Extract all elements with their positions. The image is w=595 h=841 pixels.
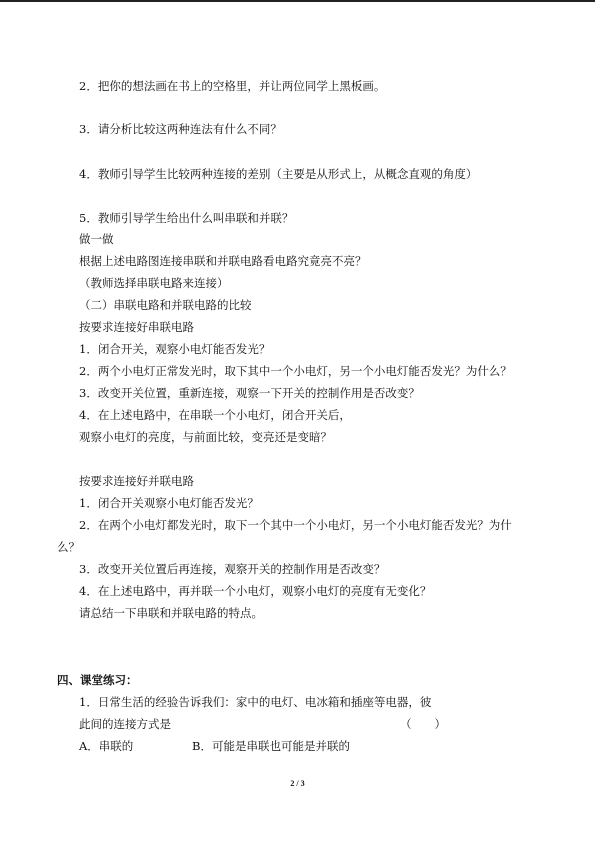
- series-q3: 3．改变开关位置，重新连接，观察一下开关的控制作用是否改变？: [79, 386, 420, 400]
- comparison-heading: （二）串联电路和并联电路的比较: [79, 298, 252, 312]
- parallel-summary: 请总结一下串联和并联电路的特点。: [79, 606, 263, 620]
- series-q2: 2．两个小电灯正常发光时，取下其中一个小电灯，另一个小电灯能否发光？为什么？: [79, 364, 512, 378]
- series-q4b: 观察小电灯的亮度，与前面比较，变亮还是变暗？: [79, 430, 332, 444]
- activity-note: （教师选择串联电路来连接）: [79, 276, 229, 290]
- page-number: 2 / 3: [290, 779, 305, 788]
- option-b: B．可能是串联也可能是并联的: [192, 739, 350, 753]
- parallel-intro: 按要求连接好并联电路: [79, 474, 194, 488]
- practice-q1-blank: （ ）: [400, 717, 446, 731]
- step-4: 4．教师引导学生比较两种连接的差别（主要是从形式上，从概念直观的角度）: [79, 167, 478, 181]
- step-3: 3．请分析比较这两种连法有什么不同？: [79, 122, 282, 136]
- parallel-q2b: 么？: [57, 540, 80, 554]
- activity-instruction: 根据上述电路图连接串联和并联电路看电路究竟亮不亮？: [79, 254, 367, 268]
- step-2: 2．把你的想法画在书上的空格里，并让两位同学上黑板画。: [79, 79, 386, 93]
- option-a: A．串联的: [79, 739, 134, 753]
- step-5: 5．教师引导学生给出什么叫串联和并联？: [79, 211, 294, 225]
- series-intro: 按要求连接好串联电路: [79, 320, 194, 334]
- practice-heading: 四、课堂练习：: [57, 673, 138, 687]
- practice-q1a: 1．日常生活的经验告诉我们：家中的电灯、电冰箱和插座等电器，彼: [79, 695, 432, 709]
- top-rule: [0, 0, 595, 2]
- series-q4a: 4．在上述电路中，在串联一个小电灯，闭合开关后，: [79, 408, 351, 422]
- series-q1: 1．闭合开关，观察小电灯能否发光？: [79, 342, 271, 356]
- activity-title: 做一做: [79, 232, 114, 246]
- practice-q1b: 此间的连接方式是: [79, 717, 171, 731]
- parallel-q4: 4．在上述电路中，再并联一个小电灯，观察小电灯的亮度有无变化？: [79, 584, 432, 598]
- parallel-q2a: 2．在两个小电灯都发光时，取下一个其中一个小电灯，另一个小电灯能否发光？为什: [79, 518, 512, 532]
- parallel-q3: 3．改变开关位置后再连接，观察开关的控制作用是否改变？: [79, 562, 386, 576]
- parallel-q1: 1．闭合开关观察小电灯能否发光？: [79, 496, 259, 510]
